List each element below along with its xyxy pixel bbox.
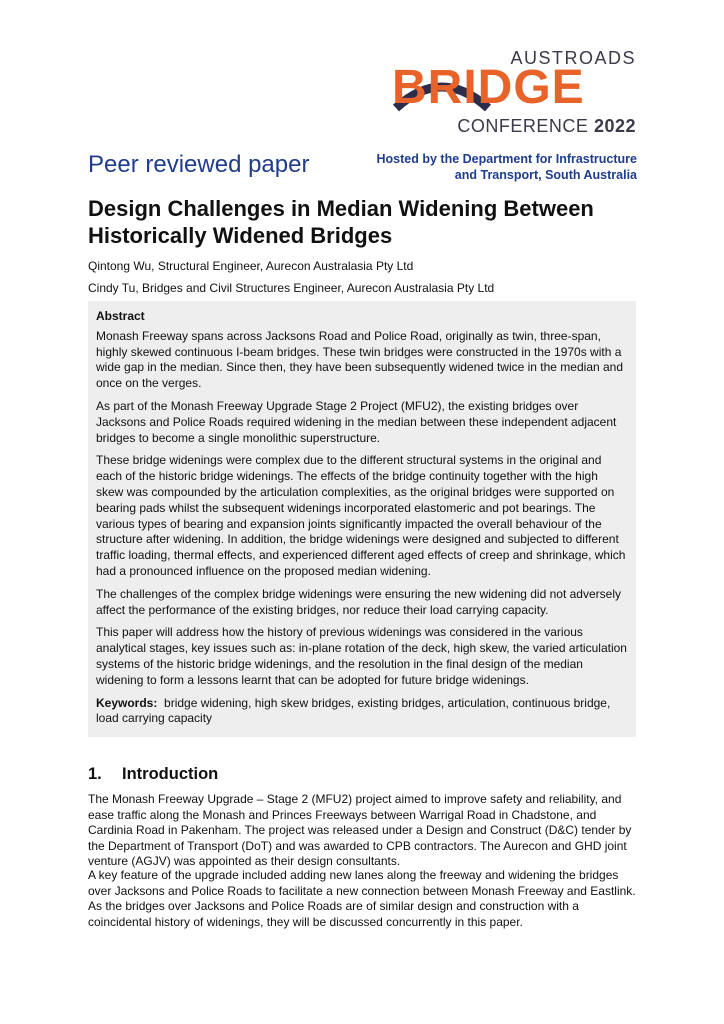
body-paragraph bbox=[88, 868, 640, 930]
logo-bridge-text: BRIDGE bbox=[392, 61, 585, 114]
keywords-text: bridge widening, high skew bridges, existing bridges, articulation, continuous bridge, load carrying capacity bbox=[96, 695, 611, 726]
conference-logo bbox=[392, 46, 638, 142]
keywords-label: Keywords: bbox=[96, 695, 158, 710]
author-2: Cindy Tu, Bridges and Civil Structures Engineer, Aurecon Australasia Pty Ltd bbox=[88, 281, 495, 295]
hosted-by bbox=[377, 151, 637, 184]
peer-reviewed-label: Peer reviewed paper bbox=[88, 151, 310, 178]
logo-year: 2022 bbox=[593, 116, 636, 136]
intro-paragraph-2: A key feature of the upgrade included adding new lanes along the freeway and widening the bridges over Jacksons and Police Roads to facilitate a new connection between Monash Freeway and Eastlink. As the bridges over Jacksons and Police Roads are of similar design and construction with a coincidental history of widenings, they will be discussed concurrently in this paper. bbox=[88, 868, 636, 929]
hosted-line1: Department for Infrastructure bbox=[462, 152, 637, 166]
logo-conference-line bbox=[457, 116, 636, 137]
abstract-box bbox=[88, 301, 636, 737]
paper-title: Design Challenges in Median Widening Between Historically Widened Bridges bbox=[88, 196, 594, 248]
hosted-line2: and Transport, South Australia bbox=[454, 168, 637, 183]
body-paragraph bbox=[88, 792, 640, 870]
abstract-paragraph: Monash Freeway spans across Jacksons Road and Police Road, originally as twin, three-span, highly skewed continuous I-beam bridges. These twin bridges were constructed in the 1970s with a wide gap in the median. Since then, they have been subsequently widened twice in the median and once on the verges. bbox=[96, 328, 624, 391]
hosted-prefix: Hosted by the bbox=[376, 152, 460, 166]
abstract-paragraph: As part of the Monash Freeway Upgrade Stage 2 Project (MFU2), the existing bridges over Jacksons and Police Roads required widening in the median between these independent adjacent bridges to become a single monolithic superstructure. bbox=[96, 398, 617, 445]
section-title: Introduction bbox=[122, 765, 219, 783]
section-heading bbox=[88, 765, 218, 784]
logo-conference-text: CONFERENCE bbox=[457, 116, 589, 136]
author-1: Qintong Wu, Structural Engineer, Aurecon Australasia Pty Ltd bbox=[88, 259, 414, 273]
abstract-paragraph: The challenges of the complex bridge widenings were ensuring the new widening did not adversely affect the performance of the existing bridges, nor reduce their load carrying capacity. bbox=[96, 586, 621, 617]
abstract-heading: Abstract bbox=[96, 309, 145, 323]
logo-austroads-text: AUSTROADS bbox=[510, 48, 636, 68]
keywords bbox=[96, 696, 628, 728]
intro-paragraph-1: The Monash Freeway Upgrade – Stage 2 (MFU2) project aimed to improve safety and reliability, and ease traffic along the Monash and Princes Freeways between Warrigal Road in Chadstone, and Cardinia Road in Pakenham. The project was released under a Design and Construct (D&C) tender by the Department of Transport (DoT) and was awarded to CPB contractors. The Aurecon and GHD joint venture (AGJV) was appointed as their design consultants. bbox=[88, 792, 632, 869]
abstract-paragraph: This paper will address how the history of previous widenings was considered in the various analytical stages, key issues such as: in-plane rotation of the deck, high skew, the varied articulation systems of the historic bridge widenings, and the resolution in the final design of the median widening to form a lessons learnt that can be adopted for future bridge widenings. bbox=[96, 625, 627, 687]
abstract-paragraph: These bridge widenings were complex due to the different structural systems in the original and each of the historic bridge widenings. The effects of the bridge continuity together with the high skew was compounded by the articulation complexities, as the original bridges were supported on bearing pads whilst the subsequent widenings incorporated elastomeric and pot bearings. The various types of bearing and expansion joints significantly impacted the overall behaviour of the structure after widening. In addition, the bridge widenings were designed and subjected to different traffic loading, thermal effects, and experienced different aged effects of creep and shrinkage, which had a pronounced influence on the proposed median widening. bbox=[96, 453, 626, 578]
section-number: 1. bbox=[88, 765, 102, 783]
